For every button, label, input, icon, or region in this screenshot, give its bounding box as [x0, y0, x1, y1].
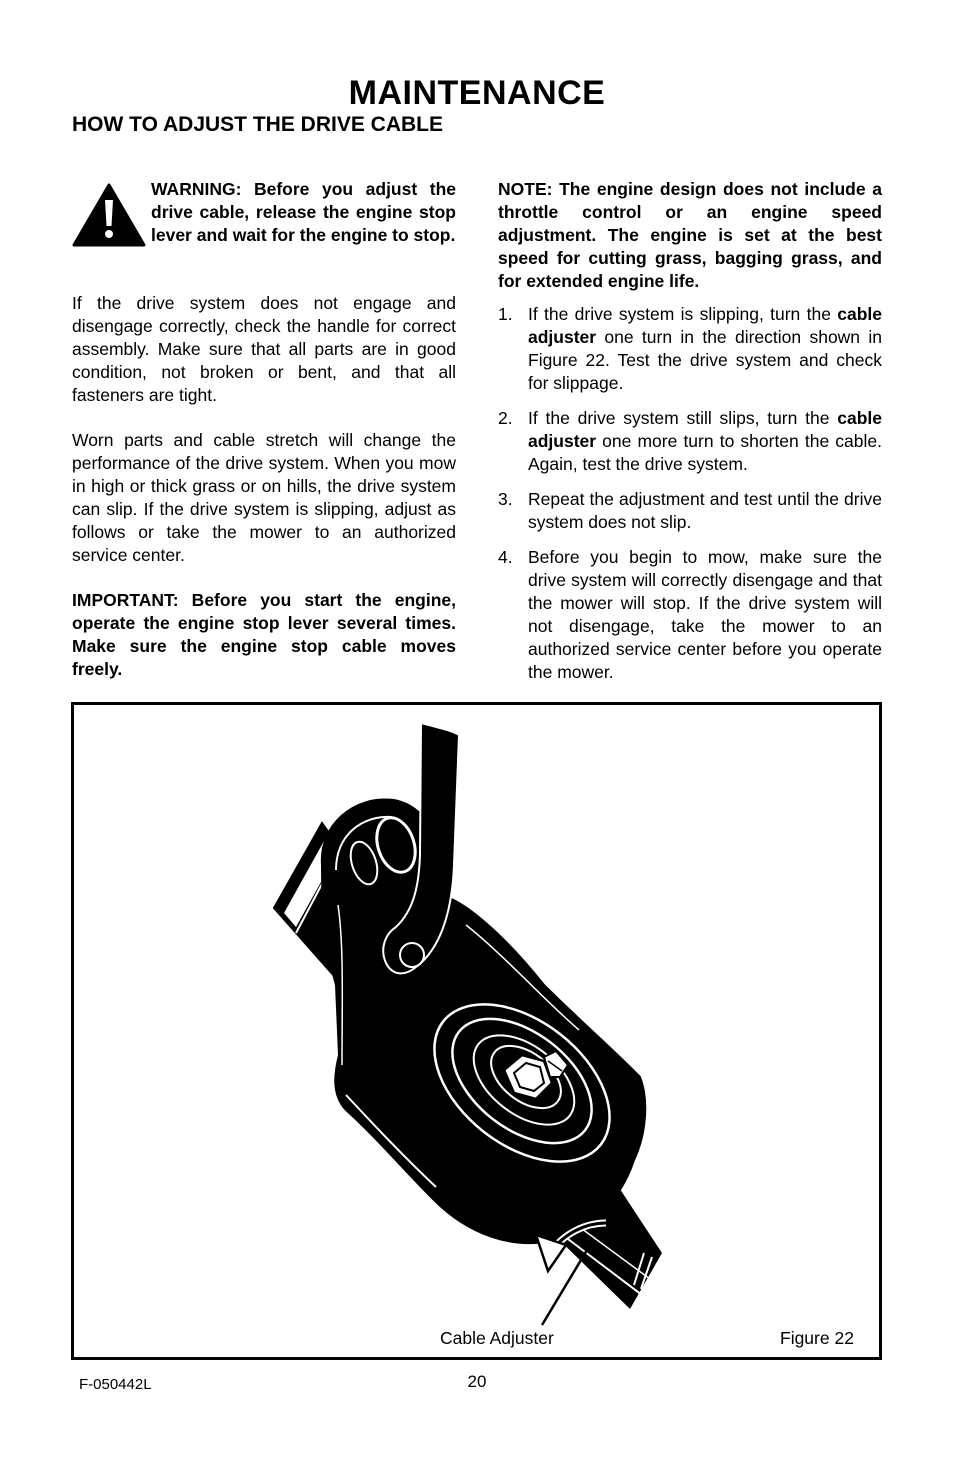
intro-paragraph: If the drive system does not engage and disengage correctly, check the handle for correct assembly. Make sure that all parts are in good condition, not broken or bent, and that all fasteners are tight.	[72, 293, 456, 405]
document-code: F-050442L	[79, 1376, 152, 1393]
page-number: 20	[467, 1372, 487, 1391]
left-column	[72, 178, 456, 681]
figure-caption: Figure 22	[780, 1328, 854, 1348]
warning-block	[72, 178, 456, 274]
adjustment-steps	[498, 303, 882, 684]
right-column	[498, 178, 882, 696]
step-item: 4. Before you begin to mow, make sure the drive system will correctly disengage and that the mower will stop. If the drive system will not disengage, take the mower to an authorized service center before you operate the mower.	[498, 547, 882, 682]
figure-22	[71, 702, 882, 1360]
cable-adjuster-illustration	[74, 705, 879, 1357]
page-title: MAINTENANCE	[348, 74, 606, 112]
important-notice: IMPORTANT: Before you start the engine, operate the engine stop lever several times. Make sure the engine stop cable moves freely.	[72, 590, 456, 679]
slip-paragraph: Worn parts and cable stretch will change the performance of the drive system. When you mow in high or thick grass or on hills, the drive system can slip. If the drive system is slipping, adjust as follows or take the mower to an authorized service center.	[72, 430, 456, 565]
warning-triangle-icon	[72, 182, 146, 248]
step-item: 3. Repeat the adjustment and test until the drive system does not slip.	[498, 489, 882, 532]
step-item: 2. If the drive system still slips, turn the cable adjuster one more turn to shorten the cable. Again, test the drive system.	[498, 408, 882, 474]
warning-text: WARNING: Before you adjust the drive cable, release the engine stop lever and wait for the engine to stop.	[151, 179, 456, 245]
cable-adjuster-label: Cable Adjuster	[440, 1328, 554, 1348]
section-title: HOW TO ADJUST THE DRIVE CABLE	[72, 113, 444, 136]
engine-note: NOTE: The engine design does not include a throttle control or an engine speed adjustment. The engine is set at the best speed for cutting grass, bagging grass, and for extended engine life.	[498, 179, 882, 291]
step-item: 1. If the drive system is slipping, turn the cable adjuster one turn in the direction shown in Figure 22. Test the drive system and check for slippage.	[498, 304, 882, 393]
